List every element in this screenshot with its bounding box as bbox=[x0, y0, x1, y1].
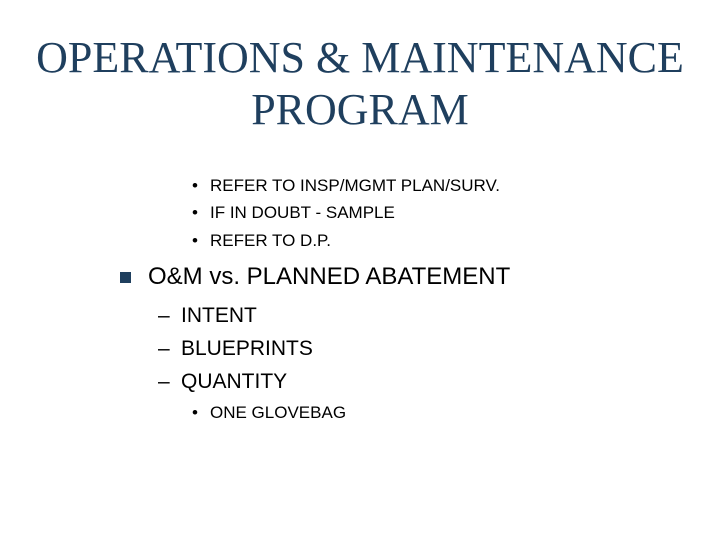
bullet-item bbox=[192, 176, 500, 196]
bullet-text: REFER TO INSP/MGMT PLAN/SURV. bbox=[210, 176, 501, 195]
bullet-dot-icon: • bbox=[192, 203, 198, 222]
dash-icon: – bbox=[158, 304, 170, 327]
dash-icon: – bbox=[158, 370, 170, 393]
bullet-item bbox=[192, 403, 346, 423]
bullet-item bbox=[192, 231, 331, 251]
bullet-text: IF IN DOUBT - SAMPLE bbox=[210, 203, 395, 222]
bullet-dot-icon: • bbox=[192, 231, 198, 250]
bullet-item bbox=[192, 203, 395, 223]
slide-title bbox=[0, 32, 720, 136]
dash-icon: – bbox=[158, 337, 170, 360]
title-line-1: OPERATIONS & MAINTENANCE bbox=[36, 33, 684, 82]
sub-item bbox=[158, 304, 257, 328]
title-line-2: PROGRAM bbox=[251, 85, 469, 134]
bullet-text: ONE GLOVEBAG bbox=[210, 403, 347, 422]
sub-item bbox=[158, 337, 313, 361]
sub-item-text: QUANTITY bbox=[181, 370, 288, 393]
bullet-dot-icon: • bbox=[192, 403, 198, 422]
sub-item bbox=[158, 370, 287, 394]
square-bullet-icon bbox=[120, 272, 131, 283]
sub-item-text: BLUEPRINTS bbox=[181, 337, 313, 360]
sub-item-text: INTENT bbox=[181, 304, 257, 327]
bullet-text: REFER TO D.P. bbox=[210, 231, 331, 250]
main-bullet-text: O&M vs. PLANNED ABATEMENT bbox=[148, 263, 511, 290]
bullet-dot-icon: • bbox=[192, 176, 198, 195]
